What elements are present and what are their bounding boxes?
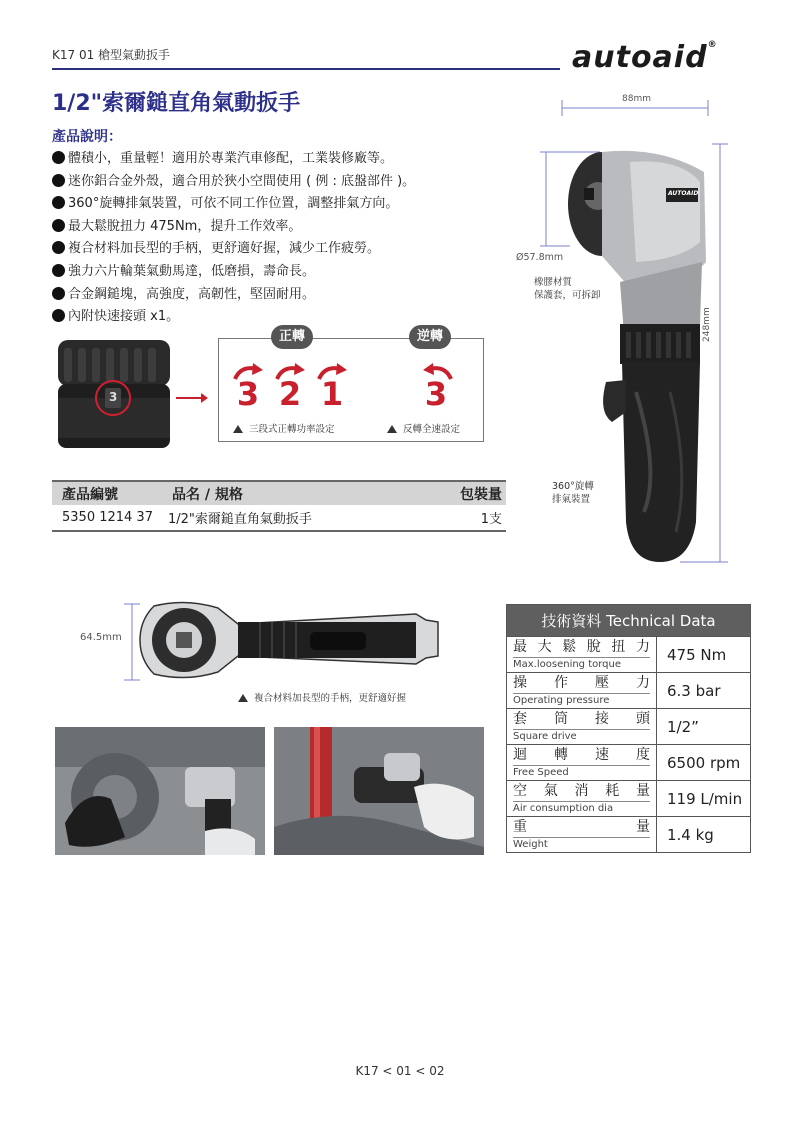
feature-item: 360°旋轉排氣裝置，可依不同工作位置，調整排氣方向。 bbox=[52, 193, 415, 216]
feature-item: 內附快速接頭 x1。 bbox=[52, 306, 415, 329]
bullet-icon bbox=[52, 196, 65, 209]
spec-label bbox=[507, 637, 657, 673]
tech-data-table bbox=[506, 604, 751, 853]
spec-label-en: Free Speed bbox=[513, 765, 650, 779]
header-qty: 包裝量 bbox=[412, 481, 506, 505]
triangle-icon bbox=[238, 694, 248, 702]
spec-label-en: Weight bbox=[513, 837, 650, 851]
spec-label-zh: 最 大 鬆 脫 扭 力 bbox=[513, 638, 650, 655]
rubber-guard-callout: 橡膠材質 保護套，可拆卸 bbox=[534, 277, 601, 301]
spec-label-en: Max.loosening torque bbox=[513, 657, 650, 671]
spec-label-zh: 套 筒 接 頭 bbox=[513, 710, 650, 727]
bullet-icon bbox=[52, 287, 65, 300]
page-title: 1/2"索爾鎚直角氣動扳手 bbox=[52, 91, 301, 116]
switch-digit: 3 bbox=[109, 390, 118, 404]
rotation-switch-image bbox=[58, 340, 170, 448]
table-row bbox=[507, 709, 751, 745]
bullet-icon bbox=[52, 241, 65, 254]
bullet-icon bbox=[52, 264, 65, 277]
head-height-dimension: 64.5mm bbox=[80, 632, 122, 643]
header-rule bbox=[52, 68, 560, 70]
spec-value: 119 L/min bbox=[657, 781, 751, 817]
application-photo-2 bbox=[274, 727, 484, 855]
spec-label bbox=[507, 745, 657, 781]
feature-item: 最大鬆脫扭力 475Nm，提升工作效率。 bbox=[52, 216, 415, 239]
brand-name: autoaid bbox=[572, 40, 708, 75]
spec-label-en: Operating pressure bbox=[513, 693, 650, 707]
reverse-label: 逆轉 bbox=[409, 325, 451, 349]
forward-setting-2: 2 bbox=[271, 365, 309, 411]
height-dimension: 248mm bbox=[702, 307, 712, 342]
spec-label-en: Square drive bbox=[513, 729, 650, 743]
section-label: 產品說明： bbox=[52, 129, 122, 145]
triangle-icon bbox=[233, 425, 243, 433]
bullet-icon bbox=[52, 151, 65, 164]
header-code: 產品編號 bbox=[52, 481, 162, 505]
forward-setting-3: 3 bbox=[229, 365, 267, 411]
reverse-setting-3: 3 bbox=[417, 365, 455, 411]
spec-value: 1.4 kg bbox=[657, 817, 751, 853]
reverse-note: 反轉全速設定 bbox=[387, 421, 460, 435]
table-row bbox=[507, 781, 751, 817]
table-row bbox=[507, 817, 751, 853]
page-number: K17 < 01 < 02 bbox=[355, 1064, 445, 1078]
feature-item: 強力六片輪葉氣動馬達，低磨損，壽命長。 bbox=[52, 261, 415, 284]
spec-label bbox=[507, 781, 657, 817]
spec-value: 6.3 bar bbox=[657, 673, 751, 709]
feature-item: 合金鋼鎚塊，高強度，高韌性，堅固耐用。 bbox=[52, 284, 415, 307]
forward-note: 三段式正轉功率設定 bbox=[233, 421, 335, 435]
bullet-icon bbox=[52, 309, 65, 322]
table-row bbox=[52, 505, 506, 531]
product-table bbox=[52, 480, 506, 532]
table-row bbox=[507, 745, 751, 781]
table-row bbox=[507, 673, 751, 709]
spec-label-zh: 空 氣 消 耗 量 bbox=[513, 782, 650, 799]
bullet-icon bbox=[52, 219, 65, 232]
feature-item: 複合材料加長型的手柄，更舒適好握，減少工作疲勞。 bbox=[52, 238, 415, 261]
spec-label bbox=[507, 673, 657, 709]
spec-label-zh: 操 作 壓 力 bbox=[513, 674, 650, 691]
grip-note: 複合材料加長型的手柄，更舒適好握 bbox=[238, 690, 406, 704]
pointer-arrow bbox=[176, 397, 206, 399]
product-name: 1/2"索爾鎚直角氣動扳手 bbox=[162, 505, 412, 531]
spec-label bbox=[507, 817, 657, 853]
triangle-icon bbox=[387, 425, 397, 433]
diameter-dimension: Ø57.8mm bbox=[516, 252, 564, 263]
spec-label bbox=[507, 709, 657, 745]
header-name: 品名 / 規格 bbox=[162, 481, 412, 505]
brand-logo bbox=[572, 40, 718, 75]
brand-registered-mark: ® bbox=[707, 40, 718, 50]
rotation-direction-panel bbox=[218, 329, 484, 442]
spec-label-zh: 重 量 bbox=[513, 818, 650, 835]
spec-value: 475 Nm bbox=[657, 637, 751, 673]
tool-badge: AUTOAID bbox=[668, 190, 699, 197]
feature-item: 體積小，重量輕！適用於專業汽車修配，工業裝修廠等。 bbox=[52, 148, 415, 171]
product-code: 5350 1214 37 bbox=[52, 505, 162, 531]
product-qty: 1支 bbox=[412, 505, 506, 531]
forward-setting-1: 1 bbox=[313, 365, 351, 411]
spec-value: 6500 rpm bbox=[657, 745, 751, 781]
spec-label-en: Air consumption dia bbox=[513, 801, 650, 815]
forward-label: 正轉 bbox=[271, 325, 313, 349]
bullet-icon bbox=[52, 174, 65, 187]
width-dimension: 88mm bbox=[622, 94, 651, 104]
spec-label-zh: 迴 轉 速 度 bbox=[513, 746, 650, 763]
feature-list bbox=[52, 148, 415, 329]
exhaust-callout: 360°旋轉 排氣裝置 bbox=[552, 481, 594, 505]
spec-value: 1/2” bbox=[657, 709, 751, 745]
table-row bbox=[507, 637, 751, 673]
product-table-header bbox=[52, 481, 506, 505]
catalog-code: K17 01 槍型氣動扳手 bbox=[52, 48, 171, 62]
feature-item: 迷你鋁合金外殼，適合用於狹小空間使用 ( 例 : 底盤部件 )。 bbox=[52, 171, 415, 194]
application-photo-1 bbox=[55, 727, 265, 855]
product-image-top-view bbox=[120, 596, 450, 686]
tech-data-title: 技術資料 Technical Data bbox=[507, 605, 751, 637]
